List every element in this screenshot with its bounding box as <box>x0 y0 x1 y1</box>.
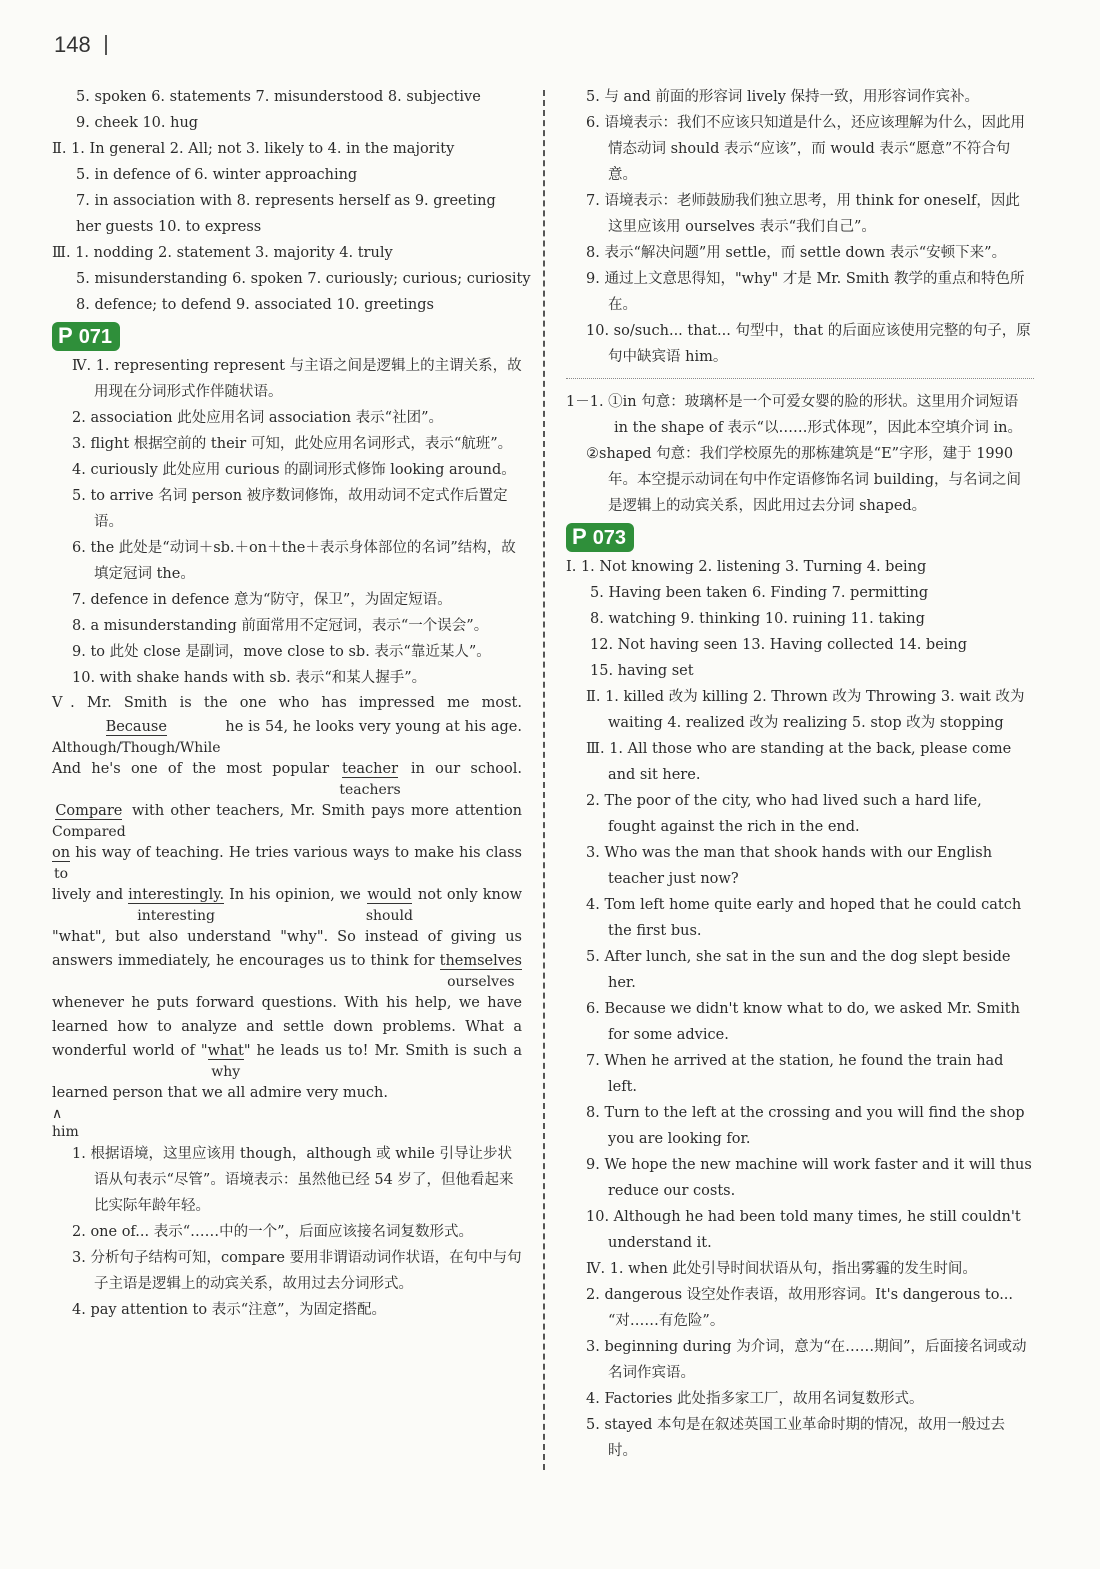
answer-note: 4. Factories 此处指多家工厂，故用名词复数形式。 <box>586 1391 924 1407</box>
explanation-note: 5. 与 and 前面的形容词 lively 保持一致，用形容词作宾补。 <box>586 89 980 105</box>
badge-letter: P <box>572 524 587 549</box>
correction: should <box>365 908 413 924</box>
correction: him <box>52 1124 79 1140</box>
answer-note: 9. to 此处 close 是副词，move close to sb. 表示“靠近某人”。 <box>72 644 491 660</box>
essay-text: Mr. Smith is the one who has impressed me most. <box>86 695 522 711</box>
answer-sentence: 4. Tom left home quite early and hoped that he could catch the first bus. <box>586 897 1022 939</box>
correction: ourselves <box>447 974 515 990</box>
explanation-note: 10. so/such... that... 句型中，that 的后面应该使用完整的句子，原句中缺宾语 him。 <box>586 323 1031 365</box>
essay-text: whenever he puts forward questions. With his help, we have learned how to analyze and settle down problems. What a wonderful world of " <box>52 995 522 1059</box>
answer-note: 6. the 此处是“动词＋sb.＋on＋the＋表示身体部位的名词”结构，故填定冠词 the。 <box>72 540 516 582</box>
answer-line: Ⅲ. 1. nodding 2. statement 3. majority 4. truly <box>52 245 393 261</box>
answer-note: 3. beginning during 为介词，意为“在……期间”，后面接名词或动名词作宾语。 <box>586 1339 1027 1381</box>
error-word: Because <box>105 719 167 735</box>
right-column <box>566 84 1034 1464</box>
answer-line: 12. Not having seen 13. Having collected 14. being <box>590 637 968 653</box>
answer-note: 2. dangerous 设空处作表语，故用形容词。It's dangerous to... “对……有危险”。 <box>586 1287 1014 1329</box>
explanation-note: 4. pay attention to 表示“注意”，为固定搭配。 <box>72 1302 387 1318</box>
answer-line: 8. defence; to defend 9. associated 10. greetings <box>76 297 434 313</box>
answer-line: 8. watching 9. thinking 10. ruining 11. taking <box>590 611 925 627</box>
error-word: Compare <box>55 803 123 819</box>
left-column <box>52 84 531 1323</box>
correction: teachers <box>339 782 401 798</box>
answer-note: 1－1. ①in 句意：玻璃杯是一个可爱女婴的脸的形状。这里用介词短语 in the shape of 表示“以……形式体现”，因此本空填介词 in。 <box>566 394 1022 436</box>
answer-sentence: 5. After lunch, she sat in the sun and the dog slept beside her. <box>586 949 1011 991</box>
correction: Although/Though/While <box>52 740 221 756</box>
answer-line: 7. in association with 8. represents herself as 9. greeting <box>76 193 496 209</box>
badge-number: 073 <box>592 527 627 549</box>
answer-note: ②shaped 句意：我们学校原先的那栋建筑是“E”字形，建于 1990 年。本空提示动词在句中作定语修饰名词 building，与名词之间是逻辑上的动宾关系，因此用过去分词 shaped。 <box>586 446 1022 514</box>
answer-line: 5. spoken 6. statements 7. misunderstood 8. subjective <box>76 89 481 105</box>
correction: why <box>211 1064 241 1080</box>
answer-sentence: 6. Because we didn't know what to do, we asked Mr. Smith for some advice. <box>586 1001 1020 1043</box>
corrected-essay <box>52 691 522 1141</box>
error-word: teacher <box>341 761 399 777</box>
page-badge-071 <box>52 322 120 351</box>
explanation-note: 6. 语境表示：我们不应该只知道是什么，还应该理解为什么，因此用情态动词 should 表示“应该”，而 would 表示“愿意”不符合句意。 <box>586 115 1025 183</box>
essay-text: " he leads us to! Mr. Smith is such a learned person that we all admire very much. <box>52 1043 522 1101</box>
answer-line: 5. misunderstanding 6. spoken 7. curiously; curious; curiosity <box>76 271 531 287</box>
error-word: what <box>207 1043 244 1059</box>
answer-line: 9. cheek 10. hug <box>76 115 199 131</box>
answer-line: 5. Having been taken 6. Finding 7. permitting <box>590 585 929 601</box>
error-word: interestingly. <box>128 887 225 903</box>
answer-note: Ⅳ. 1. representing represent 与主语之间是逻辑上的主谓关系，故用现在分词形式作伴随状语。 <box>72 358 522 400</box>
error-word: would <box>367 887 412 903</box>
answer-line: 15. having set <box>590 663 694 679</box>
answer-sentence: 8. Turn to the left at the crossing and you will find the shop you are looking for. <box>586 1105 1025 1147</box>
section-separator <box>566 378 1034 379</box>
page-number: 148 <box>54 32 107 58</box>
essay-text: his way of teaching. He tries various ways to make his class lively and <box>52 845 522 903</box>
badge-letter: P <box>58 323 73 348</box>
answer-sentence: 2. The poor of the city, who had lived such a hard life, fought against the rich in the end. <box>586 793 982 835</box>
answer-line: Ⅱ. 1. In general 2. All; not 3. likely to 4. in the majority <box>52 141 455 157</box>
error-word: on <box>52 845 71 861</box>
explanation-note: 2. one of... 表示“……中的一个”，后面应该接名词复数形式。 <box>72 1224 474 1240</box>
answer-note: Ⅳ. 1. when 此处引导时间状语从句，指出雾霾的发生时间。 <box>586 1261 977 1277</box>
correction: interesting <box>137 908 215 924</box>
answer-note: 3. flight 根据空前的 their 可知，此处应用名词形式，表示“航班”。 <box>72 436 513 452</box>
correction: to <box>54 866 69 882</box>
explanation-note: 9. 通过上文意思得知，"why" 才是 Mr. Smith 教学的重点和特色所在。 <box>586 271 1025 313</box>
page-badge-073 <box>566 523 634 552</box>
explanation-note: 8. 表示“解决问题”用 settle，而 settle down 表示“安顿下来”。 <box>586 245 1007 261</box>
essay-text: with other teachers, Mr. Smith pays more attention <box>131 803 523 819</box>
answer-sentence: 9. We hope the new machine will work faster and it will thus reduce our costs. <box>586 1157 1032 1199</box>
answer-sentence: Ⅲ. 1. All those who are standing at the back, please come and sit here. <box>586 741 1012 783</box>
answer-note: 5. stayed 本句是在叙述英国工业革命时期的情况，故用一般过去时。 <box>586 1417 1006 1459</box>
answer-sentence: 10. Although he had been told many times, he still couldn't understand it. <box>586 1209 1021 1251</box>
answer-note: 5. to arrive 名词 person 被序数词修饰，故用动词不定式作后置定语。 <box>72 488 508 530</box>
answer-note: 10. with shake hands with sb. 表示“和某人握手”。 <box>72 670 427 686</box>
essay-text: he is 54, he looks very young at his age. And he's one of the most popular <box>52 719 522 777</box>
essay-text: not only know "what", but also understand "why". So instead of giving us answers immediately, he encourages us to think for <box>52 887 523 969</box>
answer-note: Ⅱ. 1. killed 改为 killing 2. Thrown 改为 Throwing 3. wait 改为 waiting 4. realized 改为 realizing 5. stop 改为 stopping <box>586 689 1025 731</box>
correction: Compared <box>52 824 126 840</box>
answer-note: 4. curiously 此处应用 curious 的副词形式修饰 looking around。 <box>72 462 516 478</box>
answer-note: 8. a misunderstanding 前面常用不定冠词，表示“一个误会”。 <box>72 618 489 634</box>
insertion-mark: ∧ <box>52 1106 63 1122</box>
column-divider <box>543 90 545 1470</box>
badge-number: 071 <box>78 326 113 348</box>
explanation-note: 7. 语境表示：老师鼓励我们独立思考，用 think for oneself，因此这里应该用 ourselves 表示“我们自己”。 <box>586 193 1020 235</box>
answer-line: her guests 10. to express <box>76 219 262 235</box>
answer-note: 7. defence in defence 意为“防守，保卫”，为固定短语。 <box>72 592 452 608</box>
answer-sentence: 3. Who was the man that shook hands with our English teacher just now? <box>586 845 993 887</box>
answer-line: 5. in defence of 6. winter approaching <box>76 167 358 183</box>
explanation-note: 1. 根据语境，这里应该用 though，although 或 while 引导让步状语从句表示“尽管”。语境表示：虽然他已经 54 岁了，但他看起来比实际年龄年轻。 <box>72 1146 514 1214</box>
answer-sentence: 7. When he arrived at the station, he found the train had left. <box>586 1053 1004 1095</box>
essay-label: Ⅴ. <box>52 695 75 711</box>
answer-line: Ⅰ. 1. Not knowing 2. listening 3. Turning 4. being <box>566 559 927 575</box>
answer-note: 2. association 此处应用名词 association 表示“社团”。 <box>72 410 443 426</box>
explanation-note: 3. 分析句子结构可知，compare 要用非谓语动词作状语，在句中与句子主语是逻辑上的动宾关系，故用过去分词形式。 <box>72 1250 522 1292</box>
error-word: themselves <box>439 953 522 969</box>
essay-text: In his opinion, we <box>229 887 361 903</box>
essay-text: in our school. <box>410 761 523 777</box>
